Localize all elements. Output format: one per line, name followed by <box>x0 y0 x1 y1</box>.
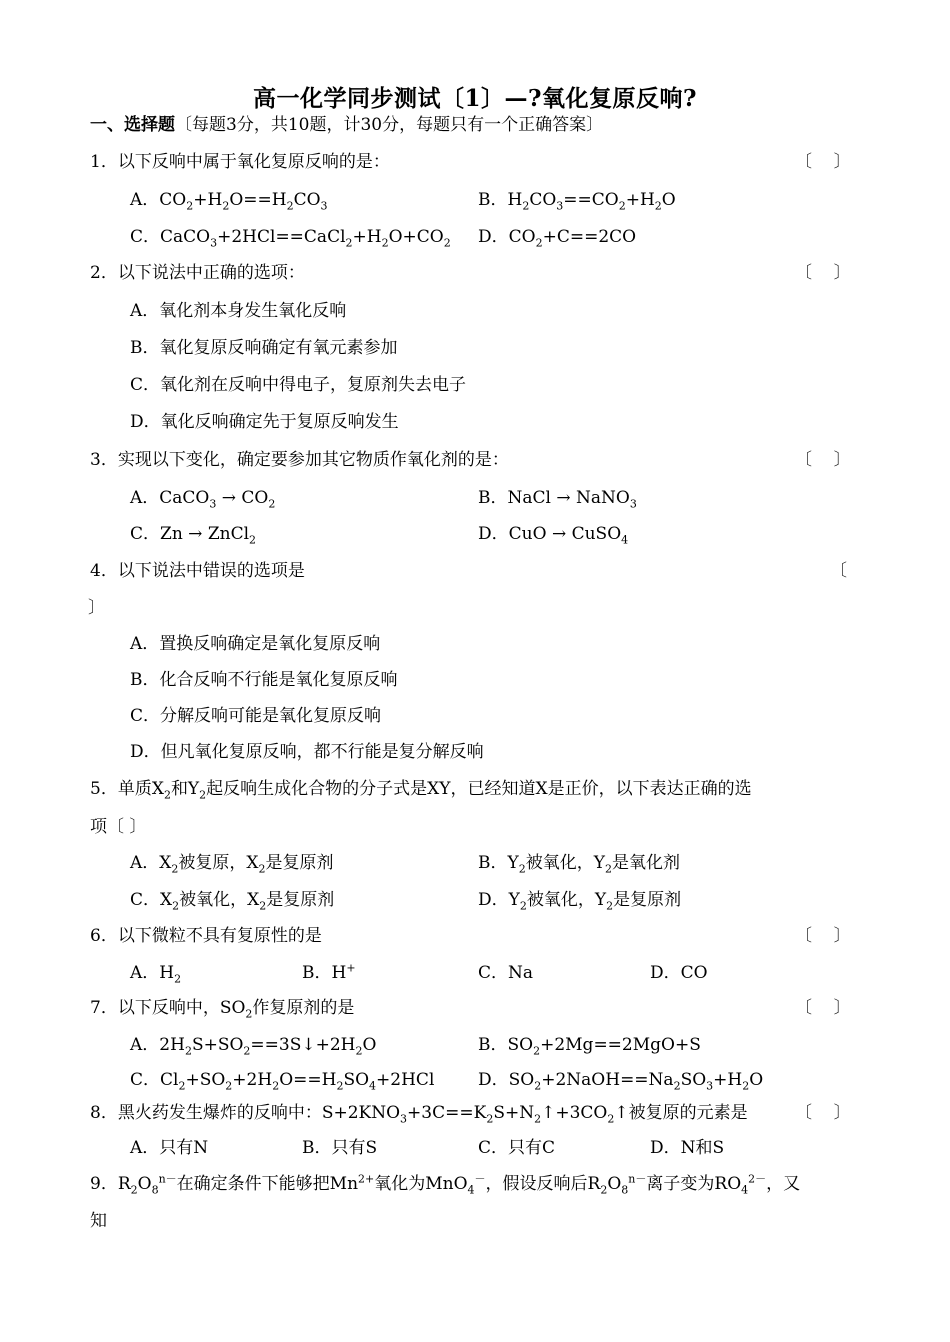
option-2c[interactable]: C．氧化剂在反响中得电子，复原剂失去电子 <box>130 375 467 395</box>
option-7c[interactable]: C．$Cl_2+SO_2+2H_2O==H_2SO_4+2HCl$ <box>130 1070 435 1093</box>
option-6b[interactable]: B．H+ <box>302 961 356 983</box>
option-7b[interactable]: B．$SO_2+2Mg==2MgO+S$ <box>478 1035 701 1058</box>
question-5 <box>90 778 752 800</box>
answer-blank[interactable]: 〔 〕 <box>795 263 851 283</box>
answer-blank[interactable]: 〔 〕 <box>795 152 851 172</box>
question-number: 4． <box>90 561 118 581</box>
question-number: 1． <box>90 152 118 172</box>
option-4a[interactable]: A．置换反响确定是氧化复原反响 <box>130 634 381 654</box>
answer-blank[interactable]: 〔 〕 <box>795 450 851 470</box>
option-6d[interactable]: D．CO <box>650 963 708 983</box>
option-8a[interactable]: A．只有N <box>130 1138 209 1158</box>
option-2a[interactable]: A．氧化剂本身发生氧化反响 <box>130 301 347 321</box>
option-8c[interactable]: C．只有C <box>478 1138 556 1158</box>
question-stem: 单质$X_2$和$Y_2$起反响生成化合物的分子式是XY，已经知道X是正价，以下表达正确的选 <box>117 779 752 802</box>
question-number: 3． <box>90 450 118 470</box>
option-1a[interactable]: A．$CO_2+H_2O==H_2CO_3$ <box>130 190 328 213</box>
answer-blank-close[interactable]: 〕 <box>88 598 105 618</box>
page-title: 高一化学同步测试〔1〕—?氧化复原反响? <box>253 85 697 112</box>
question-stem: 以下说法中正确的选项： <box>117 263 305 283</box>
question-number: 7． <box>90 998 118 1018</box>
option-7a[interactable]: A．$2H_2S+SO_2==3S↓+2H_2O$ <box>130 1035 377 1058</box>
option-6c[interactable]: C．Na <box>478 963 534 983</box>
answer-blank[interactable]: 〔 〕 <box>795 998 851 1018</box>
answer-blank[interactable]: 〔 〕 <box>795 1103 851 1123</box>
option-5c[interactable]: C．$X_2$被氧化，$X_2$是复原剂 <box>130 890 335 913</box>
question-stem: 实现以下变化，确定要参加其它物质作氧化剂的是： <box>117 450 509 470</box>
option-3b[interactable]: B．NaCl → NaNO$_3$ <box>478 488 637 511</box>
option-5b[interactable]: B．$Y_2$被氧化，$Y_2$是氧化剂 <box>478 853 680 876</box>
question-number: 8． <box>90 1103 118 1123</box>
answer-blank[interactable]: 〔 〕 <box>795 926 851 946</box>
section-heading-line <box>90 114 603 136</box>
question-3 <box>90 449 509 471</box>
question-1 <box>90 151 390 173</box>
option-3c[interactable]: C．Zn → ZnCl$_2$ <box>130 524 257 547</box>
question-6 <box>90 925 322 947</box>
option-6a[interactable]: A．$H_2$ <box>130 963 182 986</box>
question-stem: 以下微粒不具有复原性的是 <box>117 926 322 946</box>
option-4c[interactable]: C．分解反响可能是氧化复原反响 <box>130 706 382 726</box>
question-stem: 以下反响中属于氧化复原反响的是： <box>117 152 390 172</box>
option-1c[interactable]: C．$CaCO_3+2HCl==CaCl_2+H_2O+CO_2$ <box>130 227 451 250</box>
option-2d[interactable]: D．氧化反响确定先于复原反响发生 <box>130 412 399 432</box>
question-5-cont[interactable]: 项〔 〕 <box>90 817 147 837</box>
question-9-cont: 知 <box>90 1211 107 1231</box>
option-4b[interactable]: B．化合反响不行能是氧化复原反响 <box>130 670 398 690</box>
question-2 <box>90 262 305 284</box>
question-number: 9． <box>90 1174 118 1194</box>
option-8d[interactable]: D．N和S <box>650 1138 725 1158</box>
option-5a[interactable]: A．$X_2$被复原，$X_2$是复原剂 <box>130 853 334 876</box>
question-4 <box>90 560 305 582</box>
question-8 <box>90 1102 748 1124</box>
option-1b[interactable]: B．$H_2CO_3==CO_2+H_2O$ <box>478 190 676 213</box>
option-2b[interactable]: B．氧化复原反响确定有氧元素参加 <box>130 338 398 358</box>
question-stem: $R_2O_8^{n-}$在确定条件下能够把$Mn^{2+}$氧化为MnO$_4$－，假设反响后$R_2O_8^{n-}$离子变为$RO_4^{2-}$，又 <box>117 1172 801 1197</box>
option-3d[interactable]: D．CuO → CuSO$_4$ <box>478 524 629 547</box>
option-3a[interactable]: A．CaCO$_3$ → $CO_2$ <box>130 488 276 511</box>
question-7 <box>90 997 354 1019</box>
option-8b[interactable]: B．只有S <box>302 1138 378 1158</box>
section-heading: 一、选择题 <box>90 115 175 135</box>
option-7d[interactable]: D．$SO_2+2NaOH==Na_2SO_3+H_2O$ <box>478 1070 764 1093</box>
option-4d[interactable]: D．但凡氧化复原反响，都不行能是复分解反响 <box>130 742 484 762</box>
option-5d[interactable]: D．$Y_2$被氧化，$Y_2$是复原剂 <box>478 890 682 913</box>
answer-blank-open[interactable]: 〔 <box>830 561 847 581</box>
option-1d[interactable]: D．$CO_2+C==2CO$ <box>478 227 637 250</box>
question-number: 5． <box>90 779 118 799</box>
question-9 <box>90 1173 800 1195</box>
question-number: 2． <box>90 263 118 283</box>
question-stem: 以下反响中，$SO_2$作复原剂的是 <box>117 998 355 1021</box>
question-stem: 以下说法中错误的选项是 <box>117 561 305 581</box>
question-stem: 黑火药发生爆炸的反响中：$S+2KNO_3+3C==K_2S+N_2↑+3CO_2↑$被复原的元素是 <box>117 1103 748 1126</box>
question-number: 6． <box>90 926 118 946</box>
section-note: 〔每题3分，共10题，计30分，每题只有一个正确答案〕 <box>175 115 604 135</box>
